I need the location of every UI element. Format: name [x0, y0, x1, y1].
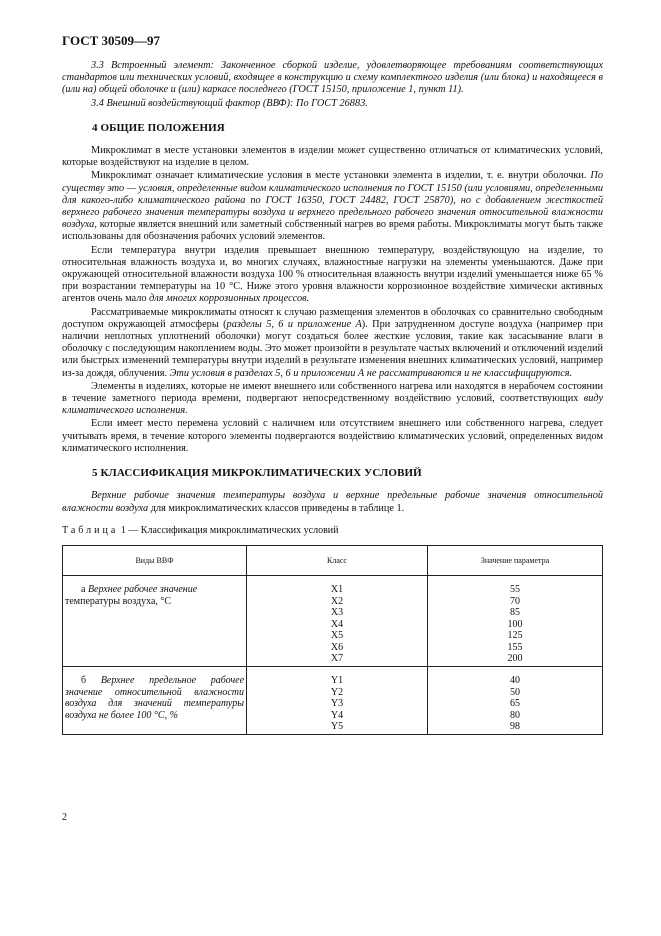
class-cell: X3	[330, 607, 344, 619]
page-body	[62, 60, 603, 735]
clause-3-4: 3.4 Внешний воздействующий фактор (ВВФ): По ГОСТ 26883.	[91, 97, 368, 109]
table-row	[63, 575, 603, 666]
s4-paragraph-6: Если имеет место перемена условий с наличием или отсутствием внешнего или собственного нагрева, следует учитывать время, в течение которого элементы подвергаются воздействию климатических условий, определенных видом климатического исполнения.	[62, 418, 603, 454]
section-4-title: 4 ОБЩИЕ ПОЛОЖЕНИЯ	[92, 121, 225, 134]
s4-paragraph-1: Микроклимат в месте установки элементов в изделии может существенно отличаться от климатических условий, которые воздействуют на изделие в целом.	[62, 145, 603, 169]
value-cell: 98	[510, 721, 520, 733]
table-row	[63, 667, 603, 735]
class-cell: X7	[330, 653, 344, 665]
value-cell: 100	[507, 618, 523, 630]
table-caption: Таблица 1 — Классификация микроклиматических условий	[62, 524, 339, 536]
s4-paragraph-3: Если температура внутри изделия превышает внешнюю температуру, воздействующую на изделие, то относительная влажность воздуха и, во многих случаях, влажностные нагрузки на элементы уменьшаются. Даже при окружающей относительной влажности воздуха 100 % относительная влажность внутри изделий уменьшается ниже 65 % при возрастании температуры на 10 °С. Ниже этого уровня влажности коррозионное воздействие химически активных агентов очень мало для многих коррозионных процессов.	[62, 244, 603, 305]
s4-paragraph-4: Рассматриваемые микроклиматы относят к случаю размещения элементов в оболочках со сравнительно свободным доступом окружающей атмосферы (разделы 5, 6 и приложение А). При затрудненном доступе воздуха (например при наличии неплотных уплотнений оболочки) могут создаться более жесткие условия, такие как засасывание влаги в оболочку с последующим накоплением воды. Это может произойти в результате частых включений и отключений изделий или быстрых изменений температуры внутри изделий в результате изменения внешних климатических условий, например из-за дождя, облучения. Эти условия в разделах 5, 6 и приложении А не рассматриваются и не классифицируются.	[62, 306, 603, 379]
row-a-values	[428, 575, 603, 666]
value-cell: 85	[510, 607, 520, 619]
document-header: ГОСТ 30509—97	[62, 33, 161, 48]
class-cell: X4	[330, 618, 344, 630]
s4-paragraph-2: Микроклимат означает климатические условия в месте установки элемента в изделии, т. е. внутри оболочки. По существу это — условия, определенные видом климатического исполнения по ГОСТ 15150 (или условиями, определенными для какого-либо климатического района по ГОСТ 16350, ГОСТ 24482, ГОСТ 25870), но с добавлением жесткостей верхнего рабочего значения температуры воздуха и верхнего предельного рабочего значения относительной влажности воздуха, которые является внешний или заметный собственный нагрев во время работы. Микроклиматы могут быть также использованы для обозначения рабочих условий элементов.	[62, 170, 604, 243]
s5-paragraph-1: Верхние рабочие значения температуры воздуха и верхние предельные рабочие значения относительной влажности воздуха для микроклиматических классов приведены в таблице 1.	[62, 490, 603, 514]
value-cell: 65	[510, 698, 520, 710]
row-b-classes	[247, 667, 428, 735]
class-cell: X2	[330, 595, 344, 607]
value-cell: 55	[510, 583, 520, 595]
row-a-classes	[247, 575, 428, 666]
row-b-values	[428, 667, 603, 735]
value-cell: 40	[510, 675, 520, 687]
class-cell: Y1	[330, 675, 344, 687]
s4-paragraph-5: Элементы в изделиях, которые не имеют внешнего или собственного нагрева или находятся в нерабочем состоянии в течение заметного периода времени, подвергают непосредственному воздействию условий, соответствующих виду климатического исполнения.	[62, 380, 604, 417]
section-5-title: 5 КЛАССИФИКАЦИЯ МИКРОКЛИМАТИЧЕСКИХ УСЛОВИЙ	[92, 467, 422, 480]
class-cell: Y4	[330, 709, 344, 721]
classification-table	[62, 545, 603, 735]
value-cell: 70	[510, 595, 520, 607]
class-cell: Y2	[330, 686, 344, 698]
value-cell: 125	[507, 630, 523, 642]
value-cell: 50	[510, 686, 520, 698]
row-b-label: б Верхнее предельное рабочее значение относительной влажности воздуха для значений температуры воздуха не более 100 °С, %	[63, 667, 247, 735]
class-cell: Y3	[330, 698, 344, 710]
header-class: Класс	[247, 545, 428, 575]
class-cell: Y5	[330, 721, 344, 733]
header-value: Значение параметра	[428, 545, 603, 575]
class-cell: X1	[330, 583, 344, 595]
table-header-row	[63, 545, 603, 575]
class-cell: X6	[330, 641, 344, 653]
clause-3-3: 3.3 Встроенный элемент: Законченное сборкой изделие, удовлетворяющее требованиям соответствующих стандартов или технических условий, входящее в конструкцию и схему комплектного изделия (или блока) и находящееся в (или на) общей оболочке и (или) каркасе последнего (ГОСТ 15150, приложение 1, пункт 11).	[62, 60, 603, 96]
value-cell: 155	[507, 641, 523, 653]
value-cell: 200	[507, 653, 523, 665]
header-vvf: Виды ВВФ	[63, 545, 247, 575]
class-cell: X5	[330, 630, 344, 642]
value-cell: 80	[510, 709, 520, 721]
row-a-label: а Верхнее рабочее значение температуры воздуха, °С	[63, 575, 247, 666]
page-number: 2	[62, 812, 67, 823]
